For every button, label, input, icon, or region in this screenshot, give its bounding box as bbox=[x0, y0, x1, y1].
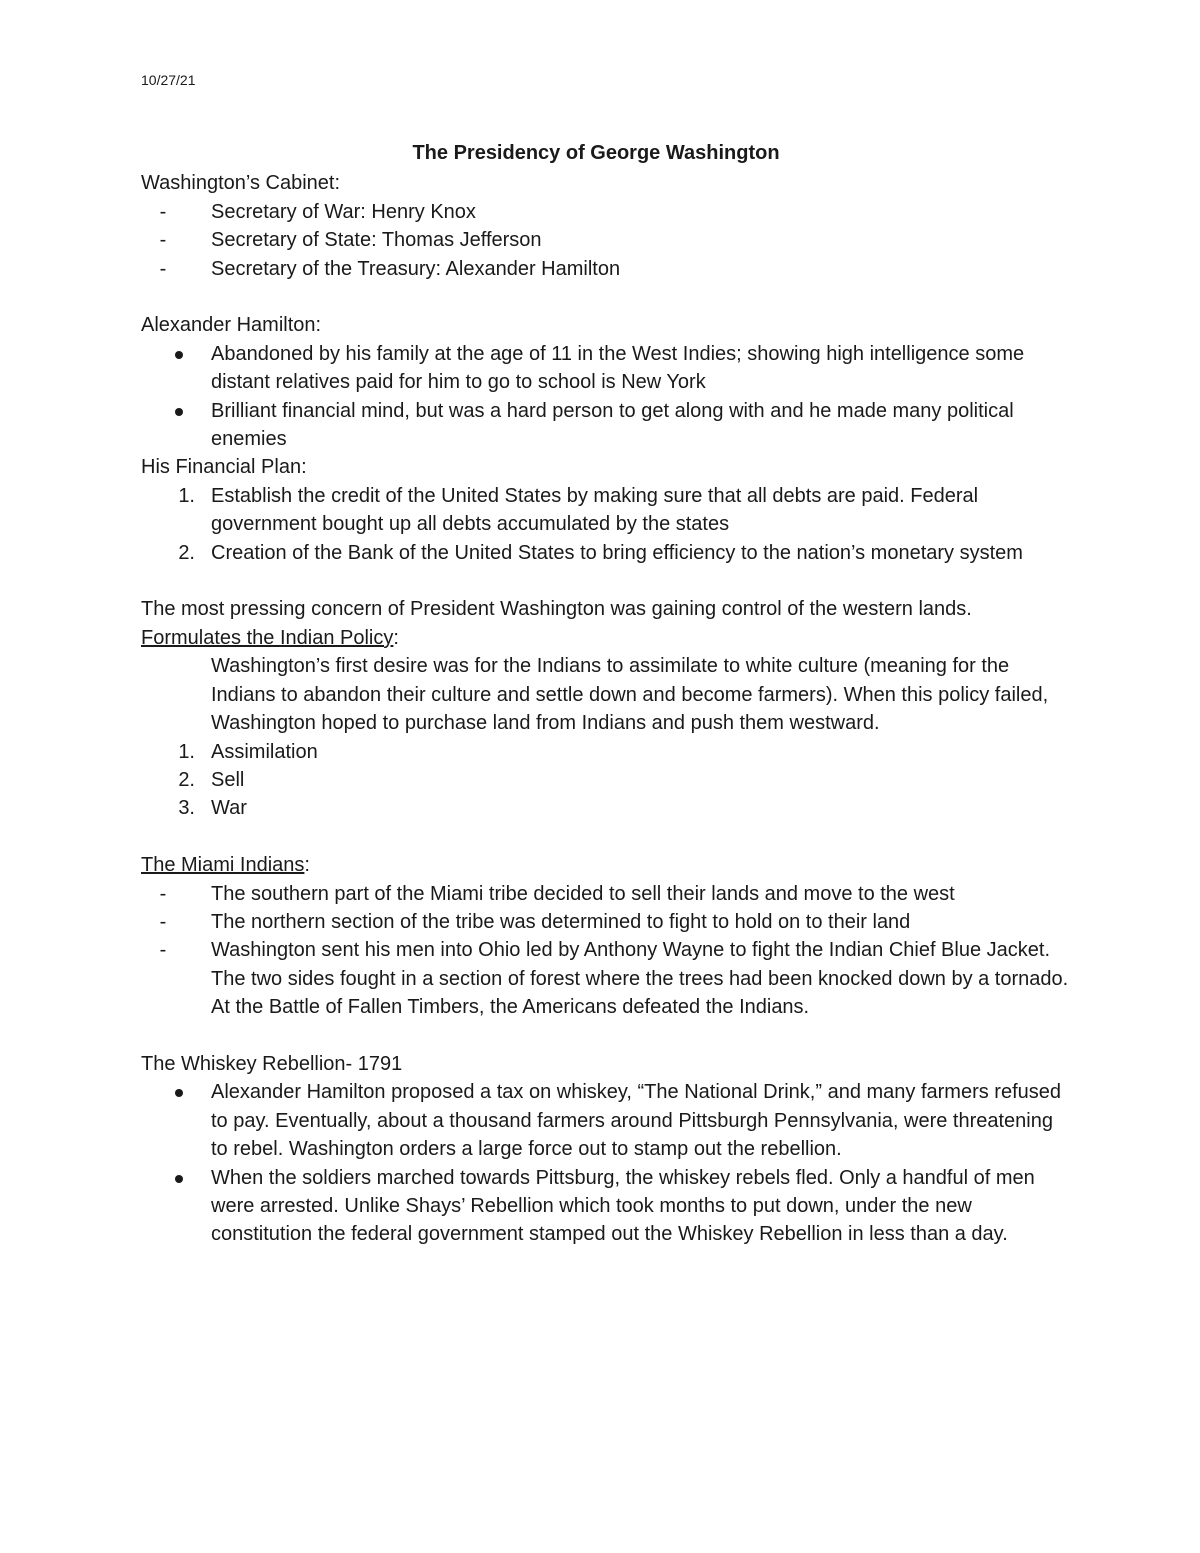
number-marker: 3. bbox=[178, 797, 195, 820]
miami-item: The southern part of the Miami tribe decided to sell their lands and move to the west bbox=[211, 882, 955, 905]
miami-heading-line bbox=[141, 851, 1071, 879]
cabinet-heading: Washington’s Cabinet: bbox=[141, 172, 341, 195]
bullet-icon bbox=[175, 351, 183, 359]
financial-plan-item: Establish the credit of the United States by making sure that all debts are paid. Federal government bought up all debts accumulated by the states bbox=[211, 484, 979, 536]
indian-policy-item: War bbox=[211, 797, 247, 820]
spacer bbox=[141, 1022, 1071, 1050]
dash-marker: - bbox=[159, 229, 167, 252]
indian-policy-item: Sell bbox=[211, 768, 245, 791]
bullet-icon bbox=[175, 408, 183, 416]
hamilton-item: Brilliant financial mind, but was a hard person to get along with and he made many political enemies bbox=[211, 399, 1014, 451]
heading-colon: : bbox=[304, 854, 310, 877]
miami-item: The northern section of the tribe was determined to fight to hold on to their land bbox=[211, 910, 911, 933]
document-body bbox=[141, 139, 1071, 1249]
heading-colon: : bbox=[393, 626, 399, 649]
miami-heading: The Miami Indians bbox=[141, 854, 305, 877]
indian-policy-heading: Formulates the Indian Policy bbox=[141, 626, 394, 649]
number-marker: 1. bbox=[178, 740, 195, 763]
spacer bbox=[141, 283, 1071, 311]
indian-policy-item: Assimilation bbox=[211, 740, 318, 763]
list-item bbox=[141, 766, 1071, 794]
cabinet-item: Secretary of State: Thomas Jefferson bbox=[211, 229, 542, 252]
list-item bbox=[141, 936, 1071, 1021]
list-item bbox=[141, 1078, 1071, 1163]
financial-plan-heading: His Financial Plan: bbox=[141, 456, 307, 479]
list-item bbox=[141, 539, 1071, 567]
list-item bbox=[141, 340, 1071, 397]
number-marker: 2. bbox=[178, 768, 195, 791]
spacer bbox=[141, 567, 1071, 595]
number-marker: 1. bbox=[178, 484, 195, 507]
dash-marker: - bbox=[159, 257, 167, 280]
cabinet-item: Secretary of War: Henry Knox bbox=[211, 200, 476, 223]
indian-policy-paragraph: Washington’s first desire was for the Indians to assimilate to white culture (meaning for the Indians to abandon their culture and settle down and become farmers). When this policy failed, Washington hoped to purchase land from Indians and push them westward. bbox=[211, 655, 1049, 735]
spacer bbox=[141, 823, 1071, 851]
miami-item: Washington sent his men into Ohio led by Anthony Wayne to fight the Indian Chief Blue Jacket. The two sides fought in a section of forest where the trees had been knocked down by a tornado. At the Battle of Fallen Timbers, the Americans defeated the Indians. bbox=[211, 939, 1069, 1019]
number-marker: 2. bbox=[178, 541, 195, 564]
dash-marker: - bbox=[159, 882, 167, 905]
hamilton-heading: Alexander Hamilton: bbox=[141, 314, 322, 337]
whiskey-heading: The Whiskey Rebellion- 1791 bbox=[141, 1052, 403, 1075]
list-item bbox=[141, 226, 1071, 254]
document-title: The Presidency of George Washington bbox=[412, 142, 780, 164]
list-item bbox=[141, 908, 1071, 936]
western-lands-paragraph: The most pressing concern of President Washington was gaining control of the western lands. bbox=[141, 598, 972, 621]
dash-marker: - bbox=[159, 939, 167, 962]
cabinet-item: Secretary of the Treasury: Alexander Hamilton bbox=[211, 257, 621, 280]
list-item bbox=[141, 255, 1071, 283]
list-item bbox=[141, 880, 1071, 908]
dash-marker: - bbox=[159, 910, 167, 933]
document-date: 10/27/21 bbox=[141, 72, 196, 88]
financial-plan-item: Creation of the Bank of the United States to bring efficiency to the nation’s monetary system bbox=[211, 541, 1023, 564]
bullet-icon bbox=[175, 1175, 183, 1183]
list-item bbox=[141, 1164, 1071, 1249]
list-item bbox=[141, 794, 1071, 822]
dash-marker: - bbox=[159, 200, 167, 223]
list-item bbox=[141, 482, 1071, 539]
whiskey-item: Alexander Hamilton proposed a tax on whiskey, “The National Drink,” and many farmers refused to pay. Eventually, about a thousand farmers around Pittsburgh Pennsylvania, were threatening to rebel. Washington orders a large force out to stamp out the rebellion. bbox=[211, 1081, 1062, 1161]
list-item bbox=[141, 198, 1071, 226]
indian-policy-heading-line bbox=[141, 624, 1071, 652]
bullet-icon bbox=[175, 1089, 183, 1097]
whiskey-item: When the soldiers marched towards Pittsburg, the whiskey rebels fled. Only a handful of men were arrested. Unlike Shays’ Rebellion which took months to put down, under the new constitution the federal government stamped out the Whiskey Rebellion in less than a day. bbox=[211, 1166, 1035, 1246]
hamilton-item: Abandoned by his family at the age of 11 in the West Indies; showing high intelligence some distant relatives paid for him to go to school is New York bbox=[211, 342, 1025, 394]
list-item bbox=[141, 738, 1071, 766]
list-item bbox=[141, 397, 1071, 454]
